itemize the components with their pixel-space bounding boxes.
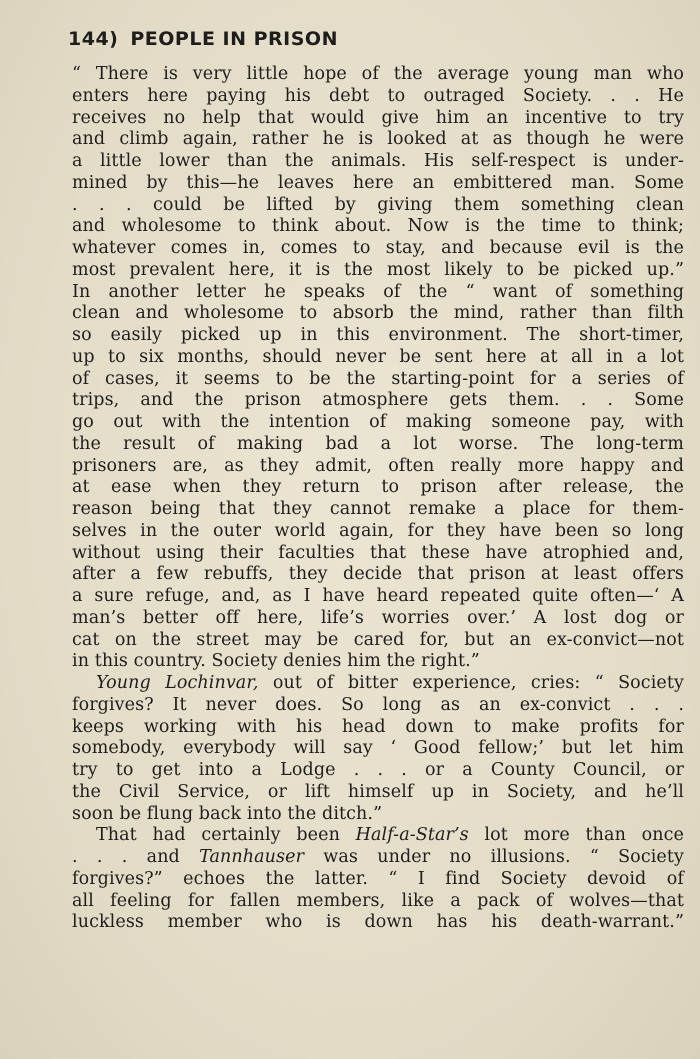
text-line xyxy=(72,608,684,630)
italic-text: Young Lochinvar, xyxy=(96,673,259,693)
text-line xyxy=(72,586,684,608)
text-line xyxy=(72,64,684,86)
text-line xyxy=(72,847,684,869)
text-line xyxy=(72,869,684,891)
text-line xyxy=(72,412,684,434)
text-line xyxy=(72,499,684,521)
text-line xyxy=(72,456,684,478)
text-run: in this country. Society denies him the right.” xyxy=(72,651,480,672)
running-header xyxy=(68,28,338,50)
text-line xyxy=(72,282,684,304)
text-line xyxy=(72,695,684,717)
text-line xyxy=(72,760,684,782)
text-run: reason being that they cannot remake a place for them- xyxy=(72,499,684,519)
text-run: forgives?” echoes the latter. “ I find Society devoid of xyxy=(72,868,684,889)
text-run: selves in the outer world again, for they have been so long xyxy=(72,520,684,541)
text-run: after a few rebuffs, they decide that prison at least offers xyxy=(72,564,684,585)
text-line xyxy=(72,195,684,217)
text-line xyxy=(72,369,684,391)
text-run: the result of making bad a lot worse. The long-term xyxy=(72,433,684,454)
italic-text: Half-a-Star’s xyxy=(355,825,469,846)
text-run: soon be flung back into the ditch.” xyxy=(72,803,383,824)
text-line xyxy=(72,347,684,369)
text-line xyxy=(72,260,684,282)
text-run: whatever comes in, comes to stay, and because evil is the xyxy=(72,238,684,258)
text-run: out of bitter experience, cries: “ Society xyxy=(258,673,684,693)
italic-text: Tannhauser xyxy=(199,847,305,867)
text-run: receives no help that would give him an incentive to try xyxy=(72,107,684,128)
text-run: . . . and xyxy=(72,847,200,867)
text-line xyxy=(72,891,684,913)
text-line xyxy=(72,108,684,130)
text-run: trips, and the prison atmosphere gets them. . . Some xyxy=(72,390,684,411)
text-run: a sure refuge, and, as I have heard repeated quite often—‘ A xyxy=(72,586,684,606)
body-text xyxy=(72,64,684,934)
text-line xyxy=(72,782,684,804)
text-line xyxy=(72,86,684,108)
text-line xyxy=(72,825,684,847)
text-line xyxy=(72,912,684,934)
text-run: and wholesome to think about. Now is the time to think; xyxy=(72,216,684,237)
text-line xyxy=(72,151,684,173)
text-line xyxy=(72,717,684,739)
text-line xyxy=(72,564,684,586)
text-line xyxy=(72,521,684,543)
text-run: most prevalent here, it is the most likely to be picked up.” xyxy=(72,259,684,280)
running-title: PEOPLE IN PRISON xyxy=(130,28,338,50)
text-run: try to get into a Lodge . . . or a County Council, or xyxy=(72,760,684,780)
text-run: prisoners are, as they admit, often really more happy and xyxy=(72,455,684,476)
text-run: cat on the street may be cared for, but an ex-convict—not xyxy=(72,629,684,650)
text-line xyxy=(72,543,684,565)
text-run: mined by this—he leaves here an embittered man. Some xyxy=(72,172,684,193)
text-line xyxy=(72,303,684,325)
text-run: somebody, everybody will say ‘ Good fellow;’ but let him xyxy=(72,738,684,759)
text-line xyxy=(72,630,684,652)
text-run: all feeling for fallen members, like a pack of wolves—that xyxy=(72,890,684,911)
text-run: In another letter he speaks of the “ want of something xyxy=(72,281,684,302)
text-run: the Civil Service, or lift himself up in Society, and he’ll xyxy=(72,781,684,802)
text-run: That had certainly been xyxy=(96,825,356,846)
text-line xyxy=(72,325,684,347)
text-run: clean and wholesome to absorb the mind, rather than filth xyxy=(72,303,684,324)
text-line xyxy=(72,477,684,499)
text-run: keeps working with his head down to make profits for xyxy=(72,716,684,737)
text-run: go out with the intention of making someone pay, with xyxy=(72,412,684,432)
text-run: of cases, it seems to be the starting-point for a series of xyxy=(72,368,684,389)
text-run: . . . could be lifted by giving them something clean xyxy=(72,194,684,215)
text-run: without using their faculties that these have atrophied and, xyxy=(72,542,684,563)
text-run: luckless member who is down has his death-warrant.” xyxy=(72,912,684,933)
text-line xyxy=(72,434,684,456)
text-line xyxy=(72,129,684,151)
text-run: so easily picked up in this environment. The short-timer, xyxy=(72,325,684,345)
text-line xyxy=(72,673,684,695)
text-run: was under no illusions. “ Society xyxy=(304,847,684,867)
text-run: up to six months, should never be sent here at all in a lot xyxy=(72,346,684,367)
text-line xyxy=(72,216,684,238)
text-run: at ease when they return to prison after release, the xyxy=(72,477,684,498)
text-run: man’s better off here, life’s worries over.’ A lost dog or xyxy=(72,607,684,628)
page-number: 144) xyxy=(68,28,119,50)
text-line xyxy=(72,651,684,673)
text-run: lot more than once xyxy=(468,825,684,846)
text-line xyxy=(72,173,684,195)
text-run: enters here paying his debt to outraged Society. . . He xyxy=(72,85,684,106)
text-run: and climb again, rather he is looked at as though he were xyxy=(72,129,684,150)
text-line xyxy=(72,738,684,760)
text-run: a little lower than the animals. His self-respect is under- xyxy=(72,151,684,171)
text-run: forgives? It never does. So long as an ex-convict . . . xyxy=(72,694,684,715)
text-line xyxy=(72,390,684,412)
text-line xyxy=(72,804,684,826)
text-line xyxy=(72,238,684,260)
text-run: “ There is very little hope of the average young man who xyxy=(72,64,684,84)
